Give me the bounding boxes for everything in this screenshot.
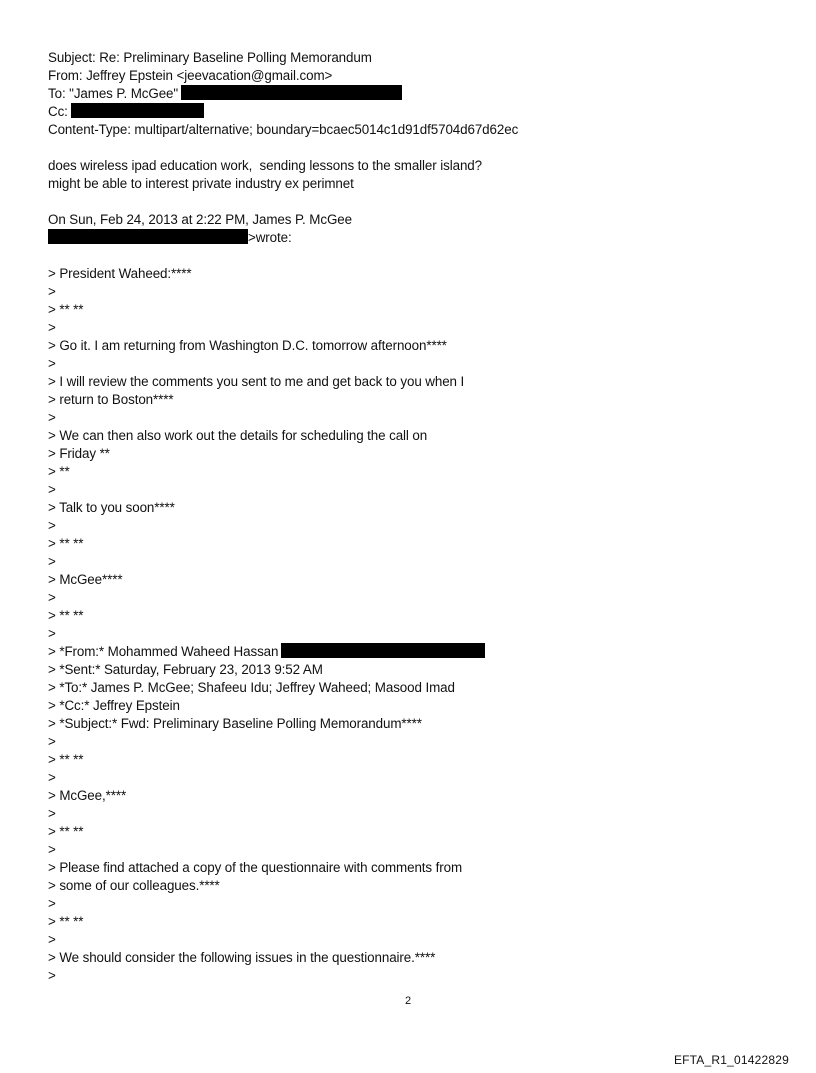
quoted-line <box>48 643 768 661</box>
quoted-line: > <box>48 410 56 425</box>
quoted-line: > <box>48 842 56 857</box>
quoted-line: > return to Boston**** <box>48 392 174 407</box>
email-body <box>48 49 768 985</box>
quoted-line: > <box>48 770 56 785</box>
quoted-line: > ** ** <box>48 752 84 767</box>
quoted-line: > Please find attached a copy of the questionnaire with comments from <box>48 860 463 875</box>
cc-line <box>48 103 768 121</box>
quoted-line: > <box>48 626 56 641</box>
quoted-line: > Go it. I am returning from Washington D.C. tomorrow afternoon**** <box>48 338 447 353</box>
content-type-line: Content-Type: multipart/alternative; boundary=bcaec5014c1d91df5704d67d62ec <box>48 122 519 137</box>
quoted-from-label: > *From:* Mohammed Waheed Hassan <box>48 644 279 659</box>
redaction-bar <box>181 85 402 100</box>
quoted-line: > <box>48 518 56 533</box>
quoted-line: > Talk to you soon**** <box>48 500 175 515</box>
quoted-line: > President Waheed:**** <box>48 266 192 281</box>
quoted-line: > We can then also work out the details for scheduling the call on <box>48 428 428 443</box>
cc-label: Cc: <box>48 104 68 119</box>
quoted-line: > <box>48 554 56 569</box>
quoted-line: > <box>48 968 56 983</box>
quoted-line: > <box>48 896 56 911</box>
to-line <box>48 85 768 103</box>
quoted-line: > <box>48 734 56 749</box>
reply-line: might be able to interest private industry ex perimnet <box>48 176 354 191</box>
page-number: 2 <box>404 995 412 1007</box>
quote-intro-wrote: >wrote: <box>248 230 292 245</box>
quoted-line: > some of our colleagues.**** <box>48 878 220 893</box>
quoted-line: > ** ** <box>48 536 84 551</box>
quoted-line: > McGee**** <box>48 572 123 587</box>
quoted-line: > ** ** <box>48 914 84 929</box>
quote-intro-line: On Sun, Feb 24, 2013 at 2:22 PM, James P. McGee <box>48 212 352 227</box>
redaction-bar <box>71 103 204 118</box>
quoted-line: > ** ** <box>48 302 84 317</box>
reply-line: does wireless ipad education work, sending lessons to the smaller island? <box>48 158 482 173</box>
spacer <box>48 139 768 157</box>
to-label: To: "James P. McGee" <box>48 86 179 101</box>
quoted-line: > I will review the comments you sent to me and get back to you when I <box>48 374 465 389</box>
quoted-line: > <box>48 590 56 605</box>
quoted-line: > *Sent:* Saturday, February 23, 2013 9:52 AM <box>48 662 323 677</box>
quoted-line: > ** ** <box>48 608 84 623</box>
spacer <box>48 193 768 211</box>
quoted-line: > *Subject:* Fwd: Preliminary Baseline Polling Memorandum**** <box>48 716 422 731</box>
quoted-line: > <box>48 932 56 947</box>
quote-intro-line <box>48 229 768 247</box>
spacer <box>48 247 768 265</box>
quoted-line: > <box>48 806 56 821</box>
quoted-line: > ** ** <box>48 824 84 839</box>
quoted-line: > ** <box>48 464 70 479</box>
quoted-line: > *Cc:* Jeffrey Epstein <box>48 698 180 713</box>
redaction-bar <box>48 229 248 244</box>
quoted-line: > <box>48 320 56 335</box>
quoted-line: > Friday ** <box>48 446 110 461</box>
quoted-line: > <box>48 482 56 497</box>
redaction-bar <box>281 643 485 658</box>
subject-line: Subject: Re: Preliminary Baseline Polling Memorandum <box>48 50 372 65</box>
quoted-line: > <box>48 284 56 299</box>
quoted-line: > *To:* James P. McGee; Shafeeu Idu; Jeffrey Waheed; Masood Imad <box>48 680 455 695</box>
quoted-line: > We should consider the following issues in the questionnaire.**** <box>48 950 436 965</box>
quoted-line: > McGee,**** <box>48 788 127 803</box>
from-line: From: Jeffrey Epstein <jeevacation@gmail.com> <box>48 68 333 83</box>
bates-number: EFTA_R1_01422829 <box>673 1053 789 1067</box>
quoted-line: > <box>48 356 56 371</box>
